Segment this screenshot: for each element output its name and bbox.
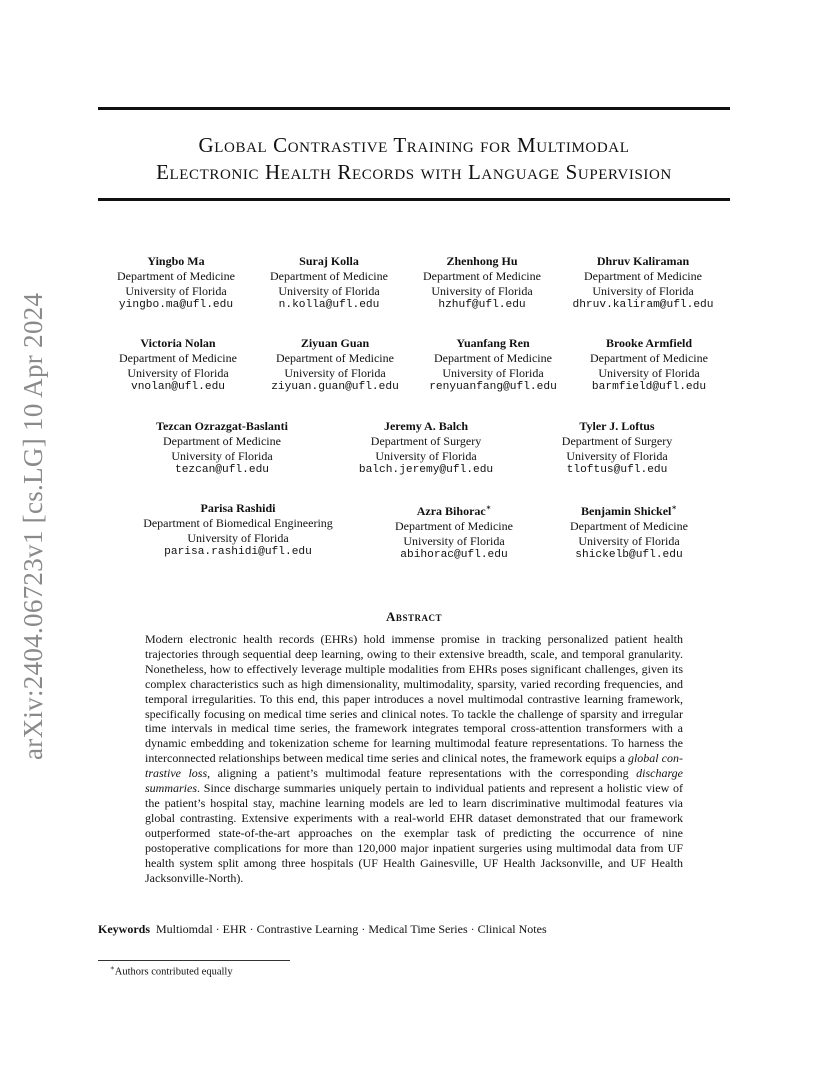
abstract-heading: Abstract: [386, 609, 442, 624]
keyword-item: · Clinical Notes: [468, 922, 547, 936]
author-email[interactable]: parisa.rashidi@ufl.edu: [164, 546, 312, 559]
author-university: University of Florida: [431, 283, 533, 298]
author-name: Yuanfang Ren: [456, 336, 530, 350]
author-department: Department of Medicine: [570, 518, 688, 533]
title-rule-bottom: [98, 198, 730, 201]
author-name: Suraj Kolla: [299, 254, 359, 268]
author-department: Department of Medicine: [163, 433, 281, 448]
author-name: Azra Bihorac∗: [416, 503, 492, 518]
author-11: [118, 501, 358, 560]
author-university: University of Florida: [284, 365, 386, 380]
keywords-label: Keywords: [98, 922, 150, 936]
abstract-body: [145, 632, 683, 885]
author-name: Brooke Armfield: [605, 336, 693, 350]
keyword-item: · Medical Time Series: [358, 922, 467, 936]
abstract-emphasis-2: discharge summaries: [145, 766, 684, 796]
author-department: Department of Medicine: [117, 268, 235, 283]
keyword-item: · Contrastive Learning: [247, 922, 359, 936]
author-name: Tyler J. Loftus: [579, 419, 655, 433]
author-3: [523, 254, 763, 313]
author-department: Department of Surgery: [561, 433, 673, 448]
author-university: University of Florida: [403, 533, 505, 548]
author-department: Department of Surgery: [370, 433, 482, 448]
author-university: University of Florida: [278, 283, 380, 298]
author-university: University of Florida: [566, 448, 668, 463]
author-university: University of Florida: [171, 448, 273, 463]
author-email[interactable]: shickelb@ufl.edu: [575, 549, 683, 562]
author-university: University of Florida: [592, 283, 694, 298]
author-department: Department of Medicine: [423, 268, 541, 283]
abstract-emphasis-1: global con-trastive loss: [145, 751, 683, 781]
author-email[interactable]: barmfield@ufl.edu: [591, 381, 707, 394]
author-email[interactable]: ziyuan.guan@ufl.edu: [271, 381, 399, 394]
author-email[interactable]: renyuanfang@ufl.edu: [429, 381, 557, 394]
footnote-text: Authors contributed equally: [114, 966, 233, 978]
footnote-mark: ∗: [110, 964, 115, 972]
keywords-list: [156, 922, 547, 936]
abstract-text-3: . Since discharge summaries uniquely pertain to individual patients and represent a holistic view of the patient’s hospital stay, machine learning models are led to learn discriminative multimodal features via global contrasting. Extensive experiments with a real-world EHR dataset demonstrated that our framework outperformed state-of-the-art approaches on the exemplar task of predicting the occurrence of nine postoperative complications for more than 120,000 major inpatient surgeries using multimodal data from UF health system split among three hospitals (UF Health Gainesville, UF Health Jacksonville, and UF Health Jacksonville-North).: [145, 781, 683, 885]
author-name: Victoria Nolan: [140, 336, 216, 350]
author-department: Department of Medicine: [584, 268, 702, 283]
author-department: Department of Medicine: [276, 350, 394, 365]
author-mark: ∗: [671, 503, 677, 512]
paper-title-line-2: Electronic Health Records with Language Supervision: [156, 160, 672, 184]
author-university: University of Florida: [578, 533, 680, 548]
author-name: Ziyuan Guan: [300, 336, 370, 350]
author-email[interactable]: tloftus@ufl.edu: [566, 464, 668, 477]
author-department: Department of Medicine: [395, 518, 513, 533]
author-name: Tezcan Ozrazgat-Baslanti: [156, 419, 288, 433]
author-10: [497, 419, 737, 478]
abstract-text-2: , aligning a patient’s multimodal feature representations with the corresponding: [207, 766, 637, 781]
author-name: Dhruv Kaliraman: [596, 254, 690, 268]
author-name: Yingbo Ma: [147, 254, 205, 268]
abstract-text-1: Modern electronic health records (EHRs) hold immense promise in tracking personalized patient health trajectories through sequential deep learning, owing to their extensive breadth, scale, and temporal granularity. Nonetheless, how to effectively leverage multiple modalities from EHRs poses significant challenges, given its complex characteristics such as high dimensionality, multimodality, sparsity, varied recording frequencies, and temporal irregularities. To this end, this paper introduces a novel multimodal contrastive learning framework, specifically focusing on medical time series and clinical notes. To tackle the challenge of sparsity and irregular time intervals in medical time series, the framework integrates temporal cross-attention transformers with a dynamic embedding and tokenization scheme for learning multimodal feature representations. To harness the interconnected relationships between medical time series and clinical notes, the framework equips a: [145, 632, 683, 766]
author-7: [529, 336, 769, 395]
keywords-line: [98, 922, 547, 937]
author-name: Parisa Rashidi: [200, 501, 276, 515]
author-department: Department of Medicine: [434, 350, 552, 365]
footnote-rule: [98, 960, 290, 961]
author-university: University of Florida: [125, 283, 227, 298]
author-department: Department of Biomedical Engineering: [143, 515, 333, 530]
keyword-item: · EHR: [213, 922, 247, 936]
author-university: University of Florida: [375, 448, 477, 463]
author-department: Department of Medicine: [590, 350, 708, 365]
arxiv-identifier: arXiv:2404.06723v1 [cs.LG] 10 Apr 2024: [18, 292, 48, 760]
author-university: University of Florida: [442, 365, 544, 380]
author-email[interactable]: hzhuf@ufl.edu: [438, 299, 526, 312]
footnote: [110, 964, 233, 978]
author-university: University of Florida: [187, 530, 289, 545]
author-email[interactable]: tezcan@ufl.edu: [175, 464, 269, 477]
author-email[interactable]: dhruv.kaliram@ufl.edu: [572, 299, 714, 312]
author-name: Jeremy A. Balch: [383, 419, 469, 433]
author-email[interactable]: vnolan@ufl.edu: [131, 381, 225, 394]
author-university: University of Florida: [127, 365, 229, 380]
author-email[interactable]: n.kolla@ufl.edu: [278, 299, 380, 312]
author-email[interactable]: abihorac@ufl.edu: [400, 549, 508, 562]
author-department: Department of Medicine: [270, 268, 388, 283]
author-mark: ∗: [485, 503, 492, 512]
author-university: University of Florida: [598, 365, 700, 380]
author-name: Benjamin Shickel∗: [581, 503, 677, 518]
title-rule-top: [98, 107, 730, 110]
author-email[interactable]: balch.jeremy@ufl.edu: [358, 464, 494, 477]
keyword-item: Multiomdal: [156, 922, 213, 936]
author-name: Zhenhong Hu: [446, 254, 518, 268]
paper-title-line-1: Global Contrastive Training for Multimodal: [198, 133, 630, 157]
author-email[interactable]: yingbo.ma@ufl.edu: [118, 299, 234, 312]
author-department: Department of Medicine: [119, 350, 237, 365]
author-13: [509, 501, 749, 563]
